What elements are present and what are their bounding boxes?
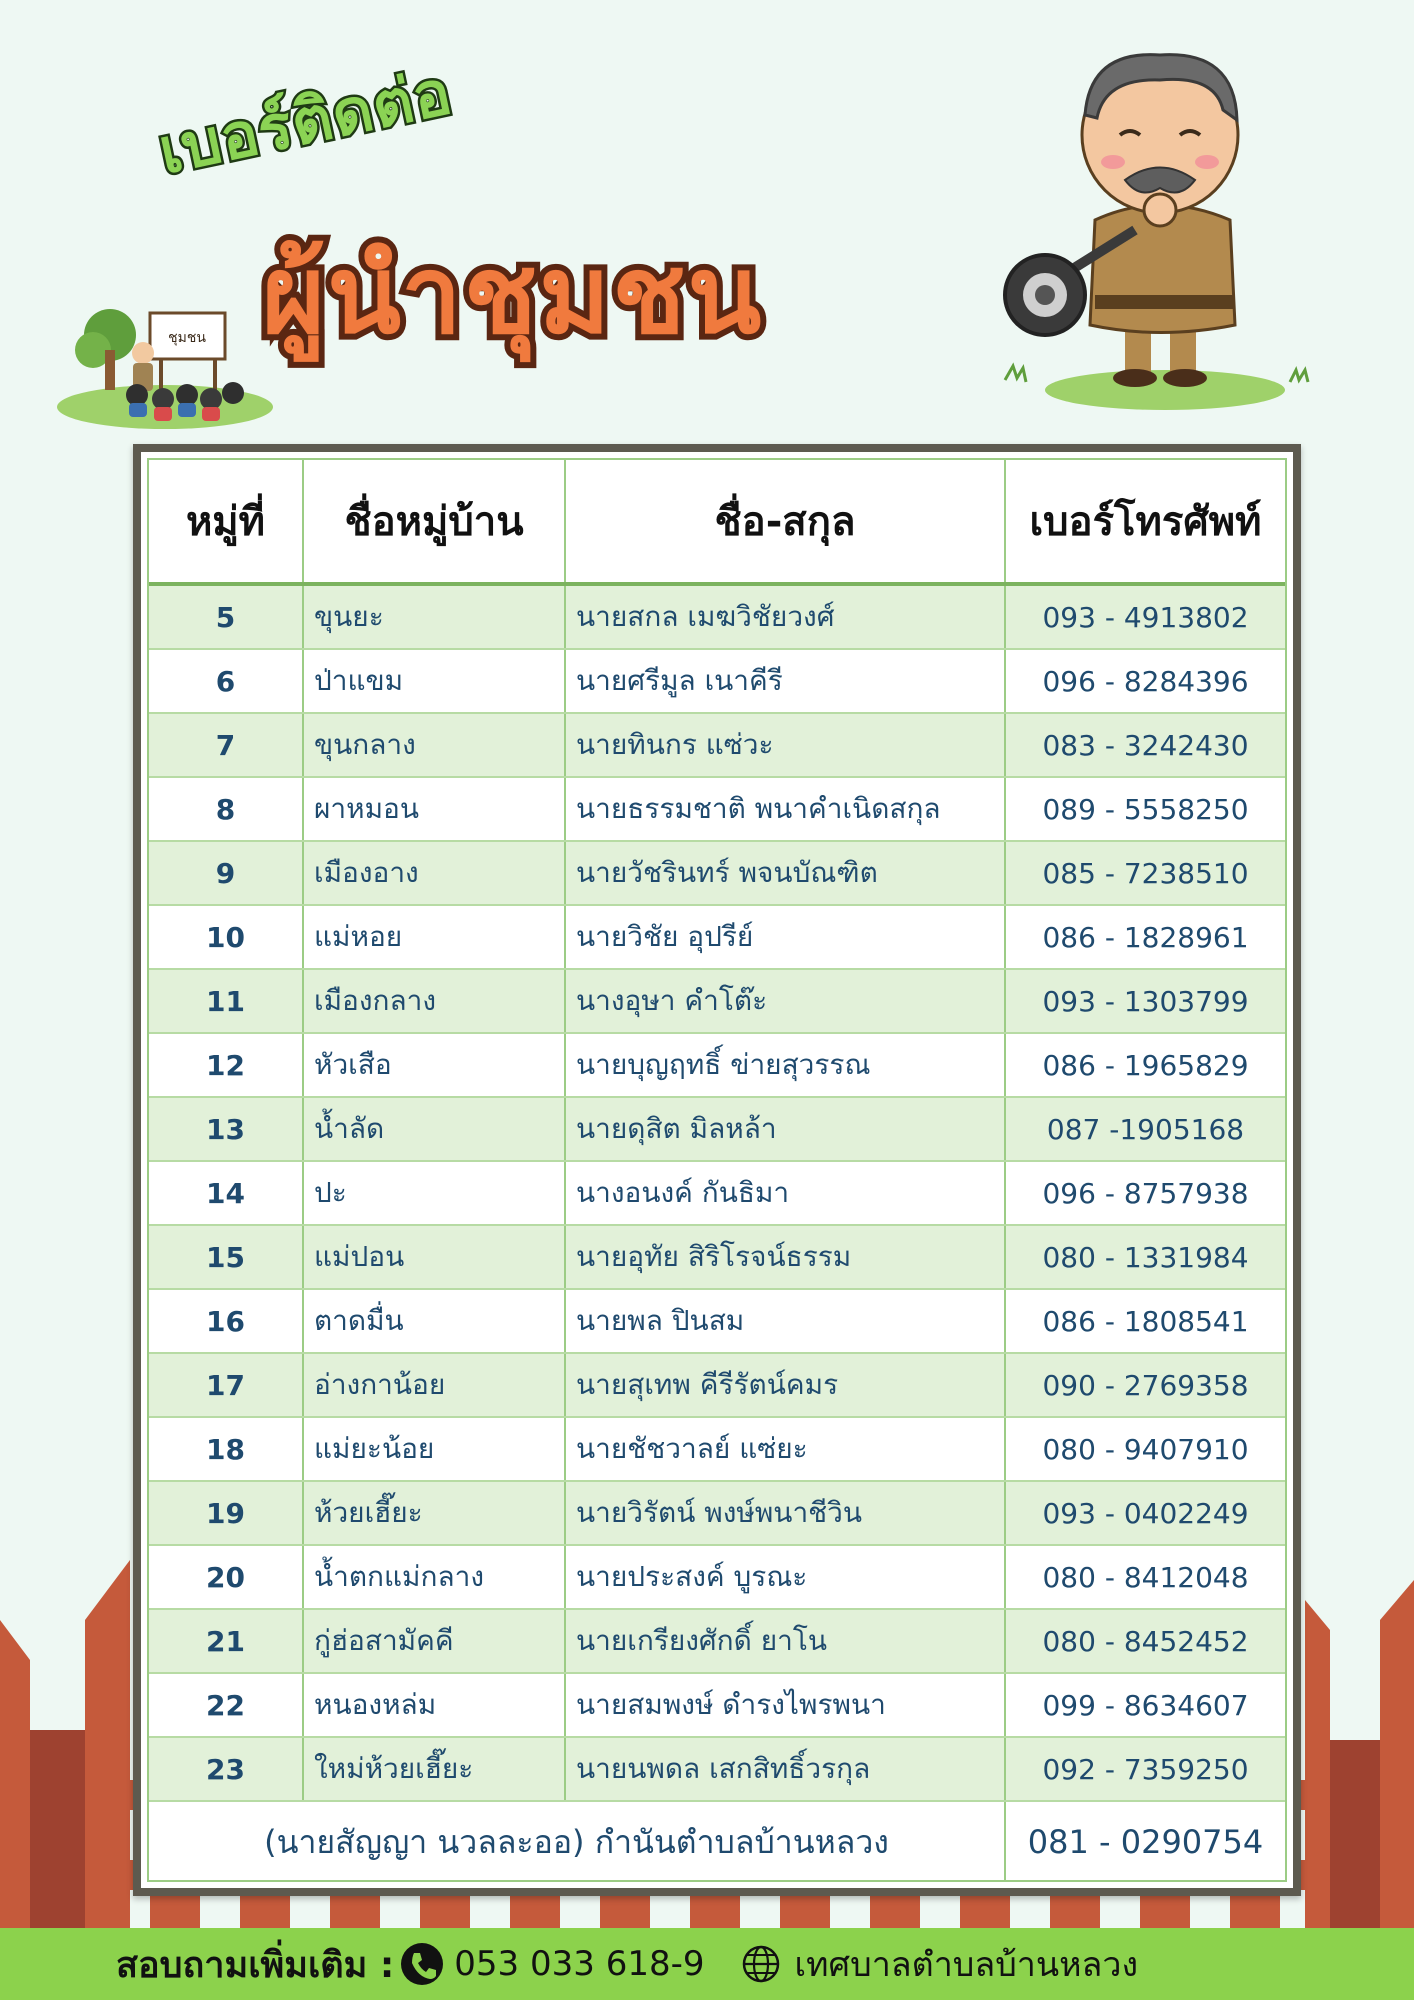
table-row — [149, 905, 1285, 969]
village-name: แม่หอย — [303, 905, 565, 969]
village-no: 14 — [149, 1161, 303, 1225]
leader-name: นายทินกร แซ่วะ — [565, 713, 1005, 777]
village-name: ห้วยเฮี๊ยะ — [303, 1481, 565, 1545]
village-no: 5 — [149, 584, 303, 649]
phone-number: 083 - 3242430 — [1005, 713, 1285, 777]
village-no: 9 — [149, 841, 303, 905]
village-name: หัวเสือ — [303, 1033, 565, 1097]
village-no: 16 — [149, 1289, 303, 1353]
table-row — [149, 1737, 1285, 1801]
leader-name: นายวัชรินทร์ พจนบัณฑิต — [565, 841, 1005, 905]
village-name: แม่ยะน้อย — [303, 1417, 565, 1481]
phone-number: 080 - 8412048 — [1005, 1545, 1285, 1609]
table-row — [149, 1289, 1285, 1353]
village-no: 11 — [149, 969, 303, 1033]
leader-name: นายพล ปินสม — [565, 1289, 1005, 1353]
table-row — [149, 841, 1285, 905]
village-no: 20 — [149, 1545, 303, 1609]
leader-name: นายดุสิต มิลหล้า — [565, 1097, 1005, 1161]
leader-name: นายวิชัย อุปรีย์ — [565, 905, 1005, 969]
phone-number: 099 - 8634607 — [1005, 1673, 1285, 1737]
village-name: น้ำตกแม่กลาง — [303, 1545, 565, 1609]
village-no: 19 — [149, 1481, 303, 1545]
village-name: ป่าแขม — [303, 649, 565, 713]
phone-icon — [400, 1942, 444, 1986]
phone-number: 080 - 9407910 — [1005, 1417, 1285, 1481]
community-meeting-illustration — [55, 295, 275, 430]
village-no: 18 — [149, 1417, 303, 1481]
table-row — [149, 1417, 1285, 1481]
column-header-phone: เบอร์โทรศัพท์ — [1005, 460, 1285, 584]
village-no: 7 — [149, 713, 303, 777]
office-phone[interactable]: 053 033 618-9 — [454, 1944, 705, 1984]
leader-name: นายบุญฤทธิ์ ข่ายสุวรรณ — [565, 1033, 1005, 1097]
table-row — [149, 969, 1285, 1033]
village-name: เมืองอาง — [303, 841, 565, 905]
leader-name: นายประสงค์ บูรณะ — [565, 1545, 1005, 1609]
leader-name: นางอนงค์ กันธิมา — [565, 1161, 1005, 1225]
leader-name: นายนพดล เสกสิทธิ์วรกุล — [565, 1737, 1005, 1801]
contact-bar — [0, 1928, 1414, 2000]
leader-name: นางอุษา คำโต๊ะ — [565, 969, 1005, 1033]
phone-number: 080 - 1331984 — [1005, 1225, 1285, 1289]
leader-name: นายสมพงษ์ ดำรงไพรพนา — [565, 1673, 1005, 1737]
leader-name: นายเกรียงศักดิ์ ยาโน — [565, 1609, 1005, 1673]
village-name: ผาหมอน — [303, 777, 565, 841]
phone-number: 085 - 7238510 — [1005, 841, 1285, 905]
leader-name: นายศรีมูล เนาคีรี — [565, 649, 1005, 713]
poster-title: ผู้นำชุมชน — [262, 233, 764, 358]
village-chief-megaphone-illustration — [985, 40, 1335, 420]
phone-number: 093 - 0402249 — [1005, 1481, 1285, 1545]
table-row — [149, 1097, 1285, 1161]
table-row — [149, 1033, 1285, 1097]
village-name: น้ำลัด — [303, 1097, 565, 1161]
village-name: กู่ฮ่อสามัคคี — [303, 1609, 565, 1673]
village-name: ขุนยะ — [303, 584, 565, 649]
village-no: 8 — [149, 777, 303, 841]
phone-number: 090 - 2769358 — [1005, 1353, 1285, 1417]
phone-number: 093 - 1303799 — [1005, 969, 1285, 1033]
village-no: 17 — [149, 1353, 303, 1417]
table-row — [149, 1161, 1285, 1225]
leader-name: นายสุเทพ คีรีรัตน์คมร — [565, 1353, 1005, 1417]
leader-name: นายธรรมชาติ พนาคำเนิดสกุล — [565, 777, 1005, 841]
leader-name: นายวิรัตน์ พงษ์พนาชีวิน — [565, 1481, 1005, 1545]
village-name: ตาดมื่น — [303, 1289, 565, 1353]
table-row — [149, 1545, 1285, 1609]
phone-number: 086 - 1965829 — [1005, 1033, 1285, 1097]
phone-number: 096 - 8284396 — [1005, 649, 1285, 713]
phone-number: 089 - 5558250 — [1005, 777, 1285, 841]
phone-number: 087 -1905168 — [1005, 1097, 1285, 1161]
chief-phone-number: 081 - 0290754 — [1027, 1823, 1264, 1861]
column-header-full-name: ชื่อ-สกุล — [565, 460, 1005, 584]
table-row — [149, 1673, 1285, 1737]
table-row — [149, 713, 1285, 777]
table-row — [149, 1609, 1285, 1673]
leader-name: นายชัชวาลย์ แซ่ยะ — [565, 1417, 1005, 1481]
phone-number: 086 - 1828961 — [1005, 905, 1285, 969]
table-header-row — [149, 460, 1285, 584]
village-no: 15 — [149, 1225, 303, 1289]
village-no: 22 — [149, 1673, 303, 1737]
village-no: 6 — [149, 649, 303, 713]
phone-number: 096 - 8757938 — [1005, 1161, 1285, 1225]
phone-number: 086 - 1808541 — [1005, 1289, 1285, 1353]
contact-table — [149, 460, 1285, 1882]
phone-number: 092 - 7359250 — [1005, 1737, 1285, 1801]
globe-icon — [741, 1944, 781, 1984]
village-name: อ่างกาน้อย — [303, 1353, 565, 1417]
village-no: 12 — [149, 1033, 303, 1097]
organization-name: เทศบาลตำบลบ้านหลวง — [794, 1945, 1139, 1985]
village-name: ปะ — [303, 1161, 565, 1225]
village-name: ใหม่ห้วยเฮี๊ยะ — [303, 1737, 565, 1801]
village-no: 10 — [149, 905, 303, 969]
table-row — [149, 1481, 1285, 1545]
column-header-village-no: หมู่ที่ — [149, 460, 303, 584]
phone-number: 080 - 8452452 — [1005, 1609, 1285, 1673]
poster-subtitle: เบอร์ติดต่อ — [152, 54, 459, 189]
table-row — [149, 649, 1285, 713]
village-no: 21 — [149, 1609, 303, 1673]
column-header-village-name: ชื่อหมู่บ้าน — [303, 460, 565, 584]
subdistrict-chief-label: (นายสัญญา นวลละออ) กำนันตำบลบ้านหลวง — [149, 1801, 1005, 1882]
village-name: แม่ปอน — [303, 1225, 565, 1289]
village-no: 23 — [149, 1737, 303, 1801]
scene-sign-text: ชุมชน — [168, 330, 206, 346]
village-name: เมืองกลาง — [303, 969, 565, 1033]
village-name: หนองหล่ม — [303, 1673, 565, 1737]
table-row — [149, 1353, 1285, 1417]
contact-table-frame — [133, 444, 1301, 1896]
table-row — [149, 777, 1285, 841]
leader-name: นายสกล เมฆวิชัยวงศ์ — [565, 584, 1005, 649]
chief-row — [149, 1801, 1285, 1882]
village-no: 13 — [149, 1097, 303, 1161]
leader-name: นายอุทัย สิริโรจน์ธรรม — [565, 1225, 1005, 1289]
phone-number: 093 - 4913802 — [1005, 584, 1285, 649]
inquiry-label: สอบถามเพิ่มเติม : — [116, 1944, 395, 1986]
village-name: ขุนกลาง — [303, 713, 565, 777]
table-row — [149, 1225, 1285, 1289]
table-row — [149, 584, 1285, 649]
